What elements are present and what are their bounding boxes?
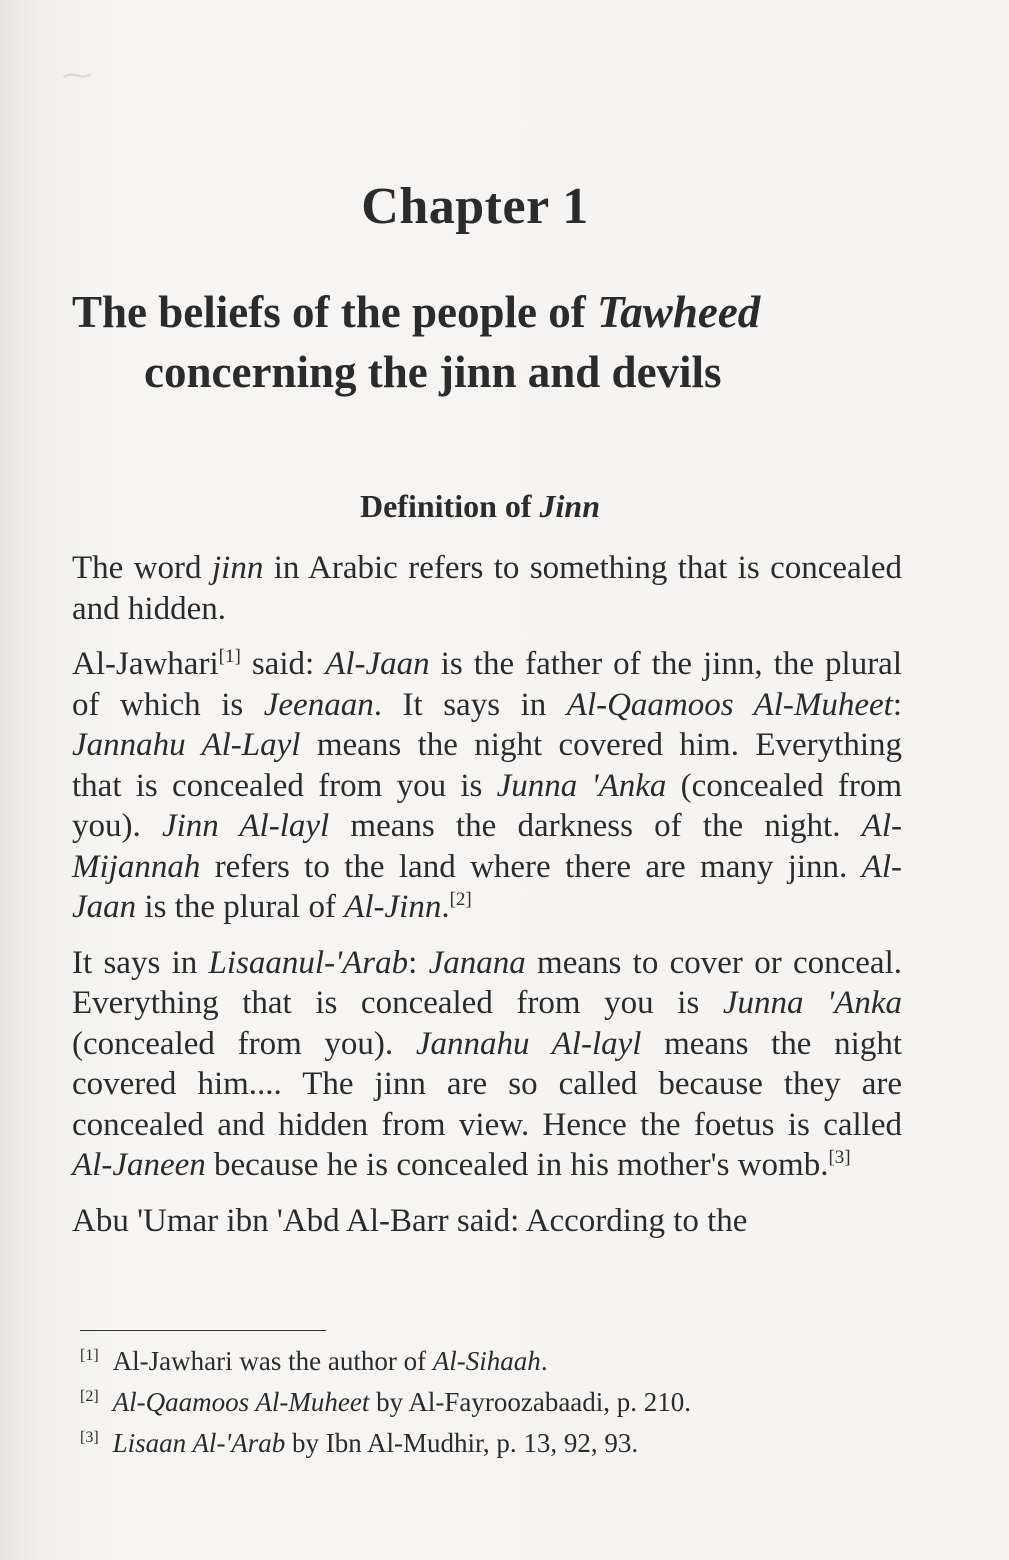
p2-italic: Jeenaan	[263, 686, 374, 723]
footnote-3	[80, 1420, 900, 1461]
footnote-mark: [2]	[80, 1388, 99, 1405]
p1-text: The word	[72, 550, 212, 586]
footnote-italic: Al-Sihaah	[432, 1346, 541, 1376]
p2-text: :	[892, 686, 902, 723]
footnote-2	[80, 1379, 900, 1420]
p2-text: .	[441, 889, 450, 925]
footnote-italic: Al-Qaamoos Al-Muheet	[112, 1387, 370, 1417]
section-heading-italic: Jinn	[539, 488, 601, 524]
p3-italic: Al-Janeen	[72, 1147, 206, 1183]
paragraph-2	[72, 644, 902, 928]
section-heading	[0, 488, 960, 525]
p2-text: refers to the land where there are many jinn.	[200, 848, 862, 885]
p2-text: said:	[240, 646, 326, 682]
footnote-ref-3: [3]	[828, 1147, 851, 1168]
footnote-text: by Ibn Al-Mudhir, p. 13, 92, 93.	[285, 1428, 639, 1458]
p3-italic: Junna 'Anka	[722, 985, 902, 1021]
paragraph-1	[72, 548, 902, 629]
p2-italic: Al-Jinn	[344, 889, 442, 925]
p2-italic: Junna 'Anka	[496, 767, 667, 804]
p2-text: . It says in	[373, 686, 567, 723]
footnote-italic: Lisaan Al-'Arab	[112, 1428, 286, 1458]
p3-text: (concealed from you).	[72, 1025, 416, 1062]
p2-text: is the plural of	[136, 889, 345, 925]
chapter-title	[72, 282, 902, 402]
p2-italic: Al-Mijannah	[72, 808, 902, 885]
title-line1-text: The beliefs of the people of	[72, 287, 597, 337]
p2-italic: Jinn Al-layl	[161, 808, 330, 844]
footnote-1	[80, 1338, 900, 1379]
section-heading-text: Definition of	[359, 488, 540, 524]
footnote-ref-1: [1]	[218, 646, 241, 667]
p3-text: because he is concealed in his mother's womb.	[205, 1147, 829, 1183]
footnote-text: by Al-Fayroozabaadi, p. 210.	[369, 1387, 692, 1417]
bleed-through-text: ⁓	[62, 59, 92, 92]
footnote-text: Al-Jawhari was the author of	[112, 1346, 433, 1376]
title-line2: concerning the jinn and devils	[144, 347, 722, 397]
paragraph-3	[72, 943, 902, 1186]
p2-italic: Al-Jaan	[325, 646, 430, 682]
footnote-divider	[80, 1330, 326, 1331]
p3-italic: Lisaanul-'Arab	[208, 944, 409, 981]
p3-italic: Jannahu Al-layl	[415, 1025, 642, 1062]
footnote-text: .	[540, 1346, 548, 1376]
p2-italic: Al-Qaamoos Al-Muheet	[566, 686, 893, 723]
chapter-heading: Chapter 1	[361, 177, 589, 235]
p2-text: (concealed from you).	[72, 767, 902, 844]
p2-text: is the father of the jinn, the plural of which is	[72, 646, 902, 723]
p2-text: means the night covered him. Everything that is concealed from you is	[72, 727, 902, 804]
footnotes	[80, 1338, 900, 1461]
p2-italic: Al-Jaan	[72, 848, 902, 925]
p1-italic: jinn	[211, 550, 264, 586]
body-text	[72, 548, 902, 1256]
footnote-mark: [3]	[80, 1429, 99, 1446]
paragraph-4: Abu 'Umar ibn 'Abd Al-Barr said: According to the	[72, 1202, 748, 1239]
p1-text: in Arabic refers to something that is concealed and hidden.	[72, 550, 902, 627]
title-line1-italic: Tawheed	[596, 287, 761, 337]
p2-text: Al-Jawhari	[72, 646, 219, 682]
p2-text: means the darkness of the night.	[329, 808, 862, 844]
p3-text: It says in	[72, 944, 209, 981]
footnote-mark: [1]	[80, 1347, 99, 1364]
p2-italic: Jannahu Al-Layl	[72, 727, 301, 763]
p3-text: means to cover or conceal. Everything that is concealed from you is	[72, 944, 902, 1021]
footnote-ref-2: [2]	[449, 889, 472, 910]
p3-italic: Janana	[428, 944, 526, 981]
p3-text: means the night covered him.... The jinn are so called because they are concealed and hidden from view. Hence the foetus is called	[72, 1025, 902, 1143]
p3-text: :	[408, 944, 429, 981]
